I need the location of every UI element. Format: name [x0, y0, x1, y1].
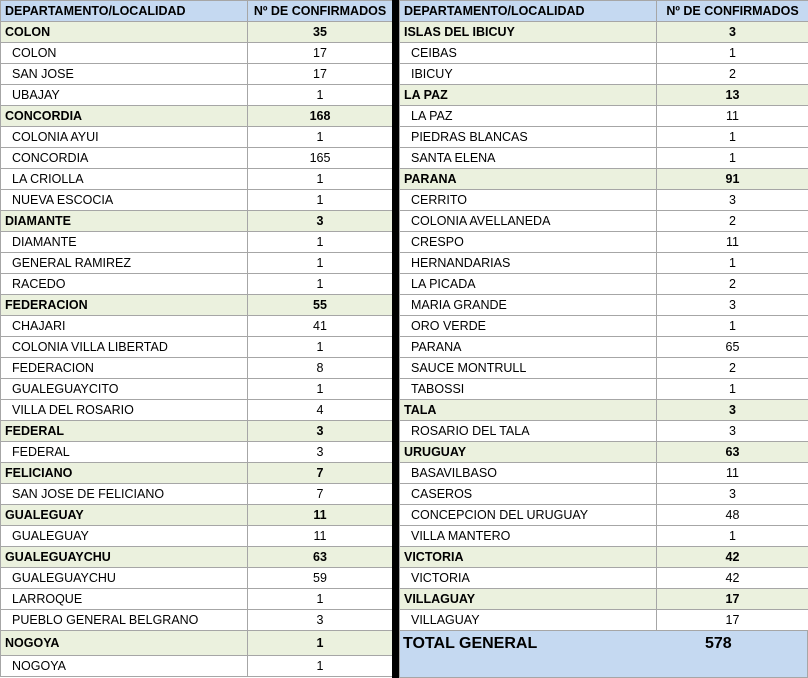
- locality-row: [400, 190, 808, 211]
- locality-row: [1, 568, 393, 589]
- locality-name: CERRITO: [400, 190, 657, 211]
- header-confirmed-count: Nº DE CONFIRMADOS: [248, 1, 393, 22]
- department-row: [400, 589, 808, 610]
- locality-name: BASAVILBASO: [400, 463, 657, 484]
- locality-name: FEDERACION: [1, 358, 248, 379]
- locality-row: [400, 106, 808, 127]
- confirmed-count: 11: [657, 106, 808, 127]
- department-name: VILLAGUAY: [400, 589, 657, 610]
- locality-name: COLONIA AVELLANEDA: [400, 211, 657, 232]
- confirmed-count: 17: [657, 589, 808, 610]
- left-header-row: [1, 1, 393, 22]
- locality-name: SANTA ELENA: [400, 148, 657, 169]
- locality-name: SAN JOSE DE FELICIANO: [1, 484, 248, 505]
- locality-name: GENERAL RAMIREZ: [1, 253, 248, 274]
- confirmed-count: 1: [248, 85, 393, 106]
- department-name: FELICIANO: [1, 463, 248, 484]
- department-name: NOGOYA: [1, 631, 248, 656]
- confirmed-count: 17: [248, 43, 393, 64]
- locality-row: [400, 379, 808, 400]
- confirmed-count: 2: [657, 358, 808, 379]
- locality-row: [1, 64, 393, 85]
- confirmed-count: 8: [248, 358, 393, 379]
- department-name: FEDERAL: [1, 421, 248, 442]
- locality-row: [400, 484, 808, 505]
- confirmed-count: 55: [248, 295, 393, 316]
- confirmed-count: 1: [248, 379, 393, 400]
- locality-row: [1, 337, 393, 358]
- confirmed-count: 11: [657, 463, 808, 484]
- locality-row: [400, 505, 808, 526]
- department-name: ISLAS DEL IBICUY: [400, 22, 657, 43]
- locality-row: [1, 85, 393, 106]
- locality-name: UBAJAY: [1, 85, 248, 106]
- locality-name: CEIBAS: [400, 43, 657, 64]
- column-separator: [392, 0, 399, 678]
- locality-name: MARIA GRANDE: [400, 295, 657, 316]
- locality-name: NUEVA ESCOCIA: [1, 190, 248, 211]
- locality-name: SAUCE MONTRULL: [400, 358, 657, 379]
- department-row: [400, 547, 808, 568]
- locality-row: [400, 421, 808, 442]
- department-row: [400, 442, 808, 463]
- locality-row: [1, 148, 393, 169]
- locality-name: PIEDRAS BLANCAS: [400, 127, 657, 148]
- confirmed-count: 1: [657, 127, 808, 148]
- department-row: [1, 211, 393, 232]
- locality-row: [1, 379, 393, 400]
- confirmed-count: 1: [248, 190, 393, 211]
- locality-name: COLONIA VILLA LIBERTAD: [1, 337, 248, 358]
- confirmed-count: 1: [248, 631, 393, 656]
- locality-name: DIAMANTE: [1, 232, 248, 253]
- confirmed-count: 65: [657, 337, 808, 358]
- confirmed-count: 1: [248, 656, 393, 677]
- locality-row: [400, 316, 808, 337]
- confirmed-count: 168: [248, 106, 393, 127]
- locality-row: [1, 400, 393, 421]
- locality-row: [1, 253, 393, 274]
- confirmed-count: 3: [248, 610, 393, 631]
- right-header-row: [400, 1, 808, 22]
- locality-name: NOGOYA: [1, 656, 248, 677]
- confirmed-count: 11: [248, 526, 393, 547]
- locality-row: [1, 127, 393, 148]
- locality-row: [400, 274, 808, 295]
- locality-name: LARROQUE: [1, 589, 248, 610]
- locality-name: PARANA: [400, 337, 657, 358]
- confirmed-count: 41: [248, 316, 393, 337]
- locality-name: COLONIA AYUI: [1, 127, 248, 148]
- locality-row: [1, 43, 393, 64]
- locality-name: SAN JOSE: [1, 64, 248, 85]
- locality-row: [400, 463, 808, 484]
- header-confirmed-count: Nº DE CONFIRMADOS: [657, 1, 808, 22]
- confirmed-count: 1: [657, 316, 808, 337]
- locality-name: COLON: [1, 43, 248, 64]
- left-table-panel: [0, 0, 392, 677]
- confirmed-count: 3: [657, 190, 808, 211]
- department-row: [400, 85, 808, 106]
- total-general-label: TOTAL GENERAL: [403, 635, 538, 652]
- confirmed-count: 1: [248, 589, 393, 610]
- department-name: TALA: [400, 400, 657, 421]
- locality-name: FEDERAL: [1, 442, 248, 463]
- locality-name: CASEROS: [400, 484, 657, 505]
- right-table-body: [400, 1, 808, 631]
- confirmed-count: 3: [657, 22, 808, 43]
- locality-name: RACEDO: [1, 274, 248, 295]
- locality-name: CONCEPCION DEL URUGUAY: [400, 505, 657, 526]
- department-name: GUALEGUAY: [1, 505, 248, 526]
- department-row: [1, 421, 393, 442]
- confirmed-count: 48: [657, 505, 808, 526]
- confirmed-count: 63: [657, 442, 808, 463]
- confirmed-count: 59: [248, 568, 393, 589]
- confirmed-count: 4: [248, 400, 393, 421]
- department-name: FEDERACION: [1, 295, 248, 316]
- locality-row: [400, 43, 808, 64]
- locality-row: [1, 656, 393, 677]
- locality-name: ROSARIO DEL TALA: [400, 421, 657, 442]
- department-name: VICTORIA: [400, 547, 657, 568]
- locality-name: LA PAZ: [400, 106, 657, 127]
- confirmed-count: 3: [657, 400, 808, 421]
- confirmed-count: 1: [248, 337, 393, 358]
- locality-name: CHAJARI: [1, 316, 248, 337]
- confirmed-count: 42: [657, 568, 808, 589]
- locality-row: [1, 274, 393, 295]
- header-department-locality: DEPARTAMENTO/LOCALIDAD: [1, 1, 248, 22]
- confirmed-count: 1: [248, 274, 393, 295]
- department-name: DIAMANTE: [1, 211, 248, 232]
- locality-row: [400, 337, 808, 358]
- confirmed-count: 1: [248, 127, 393, 148]
- confirmed-count: 7: [248, 484, 393, 505]
- locality-row: [1, 442, 393, 463]
- department-row: [1, 463, 393, 484]
- confirmed-count: 3: [657, 484, 808, 505]
- locality-row: [1, 169, 393, 190]
- confirmed-count: 1: [657, 379, 808, 400]
- locality-row: [1, 526, 393, 547]
- department-name: URUGUAY: [400, 442, 657, 463]
- locality-name: IBICUY: [400, 64, 657, 85]
- department-row: [400, 22, 808, 43]
- confirmed-count: 2: [657, 274, 808, 295]
- confirmed-count: 42: [657, 547, 808, 568]
- left-cases-table: [0, 0, 393, 677]
- total-general-row: [399, 630, 808, 678]
- locality-row: [400, 211, 808, 232]
- locality-row: [400, 127, 808, 148]
- department-row: [1, 106, 393, 127]
- locality-name: VILLA MANTERO: [400, 526, 657, 547]
- locality-row: [400, 358, 808, 379]
- confirmed-count: 11: [248, 505, 393, 526]
- confirmed-count: 2: [657, 211, 808, 232]
- locality-name: VILLA DEL ROSARIO: [1, 400, 248, 421]
- confirmed-count: 1: [248, 232, 393, 253]
- confirmed-count: 17: [248, 64, 393, 85]
- confirmed-count: 17: [657, 610, 808, 631]
- locality-row: [1, 232, 393, 253]
- department-row: [1, 505, 393, 526]
- locality-row: [1, 610, 393, 631]
- confirmed-count: 3: [248, 442, 393, 463]
- confirmed-count: 91: [657, 169, 808, 190]
- department-row: [400, 400, 808, 421]
- locality-name: GUALEGUAYCITO: [1, 379, 248, 400]
- confirmed-count: 35: [248, 22, 393, 43]
- confirmed-count: 1: [657, 43, 808, 64]
- locality-row: [1, 589, 393, 610]
- locality-row: [1, 190, 393, 211]
- confirmed-count: 1: [657, 148, 808, 169]
- locality-name: ORO VERDE: [400, 316, 657, 337]
- locality-row: [400, 526, 808, 547]
- locality-row: [1, 316, 393, 337]
- locality-row: [400, 148, 808, 169]
- locality-row: [400, 610, 808, 631]
- confirmed-count: 3: [248, 421, 393, 442]
- total-general-value: 578: [705, 635, 732, 652]
- department-row: [1, 295, 393, 316]
- locality-name: LA PICADA: [400, 274, 657, 295]
- confirmed-count: 7: [248, 463, 393, 484]
- department-row: [1, 22, 393, 43]
- confirmed-count: 3: [657, 295, 808, 316]
- locality-name: VICTORIA: [400, 568, 657, 589]
- locality-name: VILLAGUAY: [400, 610, 657, 631]
- department-row: [400, 169, 808, 190]
- department-name: LA PAZ: [400, 85, 657, 106]
- locality-name: LA CRIOLLA: [1, 169, 248, 190]
- confirmed-count: 1: [657, 526, 808, 547]
- confirmed-count: 3: [248, 211, 393, 232]
- locality-name: CONCORDIA: [1, 148, 248, 169]
- department-name: COLON: [1, 22, 248, 43]
- locality-row: [400, 232, 808, 253]
- confirmed-count: 2: [657, 64, 808, 85]
- locality-name: CRESPO: [400, 232, 657, 253]
- locality-name: GUALEGUAY: [1, 526, 248, 547]
- locality-name: GUALEGUAYCHU: [1, 568, 248, 589]
- confirmed-count: 63: [248, 547, 393, 568]
- confirmed-count: 1: [248, 253, 393, 274]
- locality-row: [1, 484, 393, 505]
- locality-name: TABOSSI: [400, 379, 657, 400]
- department-name: PARANA: [400, 169, 657, 190]
- locality-row: [400, 253, 808, 274]
- department-row: [1, 631, 393, 656]
- right-table-panel: [399, 0, 808, 631]
- locality-row: [1, 358, 393, 379]
- right-cases-table: [399, 0, 808, 631]
- left-table-body: [1, 1, 393, 677]
- confirmed-count: 13: [657, 85, 808, 106]
- header-department-locality: DEPARTAMENTO/LOCALIDAD: [400, 1, 657, 22]
- confirmed-count: 1: [657, 253, 808, 274]
- department-name: CONCORDIA: [1, 106, 248, 127]
- locality-name: PUEBLO GENERAL BELGRANO: [1, 610, 248, 631]
- confirmed-count: 1: [248, 169, 393, 190]
- department-name: GUALEGUAYCHU: [1, 547, 248, 568]
- confirmed-count: 3: [657, 421, 808, 442]
- locality-row: [400, 295, 808, 316]
- department-row: [1, 547, 393, 568]
- locality-name: HERNANDARIAS: [400, 253, 657, 274]
- confirmed-count: 11: [657, 232, 808, 253]
- confirmed-count: 165: [248, 148, 393, 169]
- locality-row: [400, 568, 808, 589]
- locality-row: [400, 64, 808, 85]
